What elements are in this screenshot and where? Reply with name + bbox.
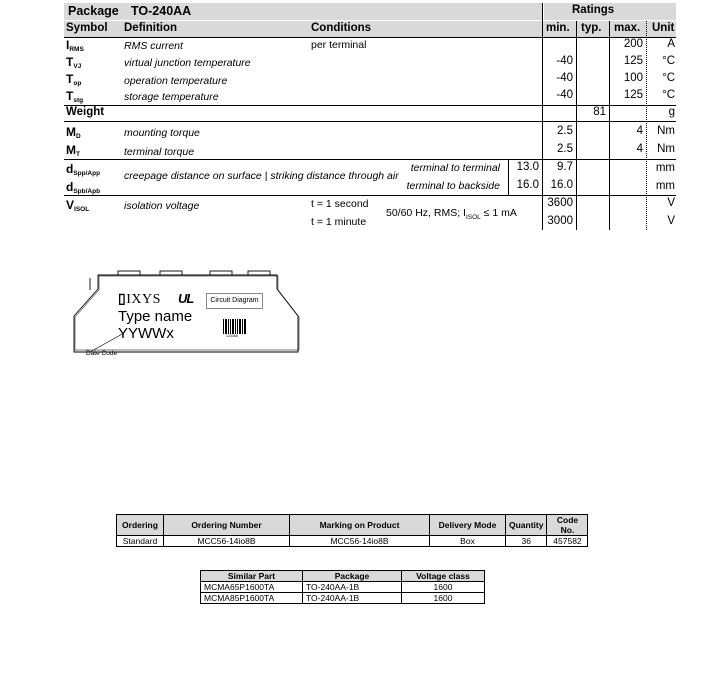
code-no-header: Code No.	[547, 515, 588, 536]
max-tstg: 125	[623, 89, 643, 101]
marking-cell: MCC56-14io8B	[290, 536, 430, 547]
ordering-cell: Standard	[117, 536, 164, 547]
similar-part-cell: MCMA65P1600TA	[201, 582, 303, 593]
delivery-mode-header: Delivery Mode	[430, 515, 506, 536]
max-top: 100	[623, 72, 643, 84]
col-typ: typ.	[581, 22, 602, 34]
cond-visol: 50/60 Hz, RMS; $I_{ISOL} \le 1$ mA	[386, 207, 517, 222]
symbol-top: $T_{op}$	[66, 72, 82, 87]
similar-parts-table	[200, 570, 485, 604]
cond-visol-t2: t = 1 minute	[311, 216, 367, 228]
circuit-diagram-box	[206, 293, 263, 309]
max-irms: 200	[623, 38, 643, 50]
min-visol-1: 3600	[547, 197, 573, 209]
ordering-header: Ordering	[117, 515, 164, 536]
unit-top: °C	[662, 72, 675, 84]
ordering-number-cell: MCC56-14io8B	[164, 536, 290, 547]
cond-irms: per terminal	[311, 39, 367, 51]
min-dspb: 16.0	[550, 179, 573, 191]
ul-mark-icon: UL	[178, 291, 194, 306]
def-irms: RMS current	[124, 40, 183, 52]
val-dspb: 16.0	[516, 179, 539, 191]
min-tvj: -40	[556, 55, 573, 67]
col-symbol: Symbol	[66, 22, 108, 34]
unit-visol-1: V	[667, 197, 675, 209]
min-tstg: -40	[556, 89, 573, 101]
max-md: 4	[636, 125, 643, 137]
symbol-dspp: $d_{Spp/App}$	[66, 162, 101, 177]
quantity-cell: 36	[506, 536, 547, 547]
col-conditions: Conditions	[311, 22, 372, 34]
symbol-dspb: $d_{Spb/Apb}$	[66, 180, 101, 195]
package-cell: TO-240AA-1B	[303, 593, 402, 604]
cond-visol-t1: t = 1 second	[311, 198, 369, 210]
package-header: Package	[303, 571, 402, 582]
col-definition: Definition	[124, 22, 178, 34]
table-row	[201, 593, 485, 604]
delivery-mode-cell: Box	[430, 536, 506, 547]
code-no-cell: 457582	[547, 536, 588, 547]
min-top: -40	[556, 72, 573, 84]
unit-md: Nm	[657, 125, 675, 137]
package-cell: TO-240AA-1B	[303, 582, 402, 593]
date-code: YYWWx	[118, 325, 174, 342]
table-row	[201, 582, 485, 593]
val-dspp: 13.0	[516, 161, 539, 173]
weight-label: Weight	[66, 106, 105, 118]
unit-weight: g	[668, 106, 675, 118]
typ-weight: 81	[593, 106, 606, 118]
barcode-number: 123456	[226, 334, 238, 338]
def-mt: terminal torque	[124, 146, 195, 158]
quantity-header: Quantity	[506, 515, 547, 536]
ordering-number-header: Ordering Number	[164, 515, 290, 536]
ixys-logo-bars-icon: ▯	[118, 292, 127, 307]
def-md: mounting torque	[124, 127, 200, 139]
ixys-logo: ▯IXYS	[118, 292, 161, 307]
voltage-class-cell: 1600	[402, 582, 485, 593]
unit-tvj: °C	[662, 55, 675, 67]
cond-dspb: terminal to backside	[406, 180, 500, 192]
symbol-tstg: $T_{stg}$	[66, 89, 84, 104]
similar-part-cell: MCMA85P1600TA	[201, 593, 303, 604]
unit-dspb: mm	[655, 180, 675, 192]
similar-part-header: Similar Part	[201, 571, 303, 582]
symbol-visol: $V_{ISOL}$	[66, 198, 90, 213]
def-creepage: creepage distance on surface | striking distance through air	[124, 170, 399, 182]
cond-dspp: terminal to terminal	[410, 162, 500, 174]
ratings-label: Ratings	[572, 4, 615, 16]
unit-mt: Nm	[657, 143, 675, 155]
min-dspp: 9.7	[557, 161, 573, 173]
circuit-diagram-label: Circuit Diagram	[210, 297, 259, 304]
unit-irms: A	[667, 38, 675, 50]
unit-tstg: °C	[662, 89, 675, 101]
symbol-mt: $M_T$	[66, 143, 80, 158]
def-top: operation temperature	[124, 75, 228, 87]
def-visol: isolation voltage	[124, 200, 200, 212]
def-tstg: storage temperature	[124, 91, 219, 103]
symbol-tvj: $T_{VJ}$	[66, 55, 82, 70]
col-unit: Unit	[652, 22, 675, 34]
symbol-md: $M_D$	[66, 125, 81, 140]
unit-visol-2: V	[667, 215, 675, 227]
col-min: min.	[546, 22, 570, 34]
def-tvj: virtual junction temperature	[124, 57, 251, 69]
min-visol-2: 3000	[547, 215, 573, 227]
table-row	[117, 536, 588, 547]
symbol-irms: $I_{RMS}$	[66, 38, 84, 53]
unit-dspp: mm	[655, 162, 675, 174]
package-value: TO-240AA	[131, 4, 192, 18]
package-label: Package	[68, 4, 119, 18]
voltage-class-header: Voltage class	[402, 571, 485, 582]
marking-header: Marking on Product	[290, 515, 430, 536]
min-mt: 2.5	[557, 143, 573, 155]
type-name: Type name	[118, 308, 193, 325]
voltage-class-cell: 1600	[402, 593, 485, 604]
min-md: 2.5	[557, 125, 573, 137]
date-code-label: Date Code	[86, 350, 118, 357]
col-max: max.	[614, 22, 641, 34]
ordering-table	[116, 514, 588, 547]
max-mt: 4	[636, 143, 643, 155]
max-tvj: 125	[623, 55, 643, 67]
